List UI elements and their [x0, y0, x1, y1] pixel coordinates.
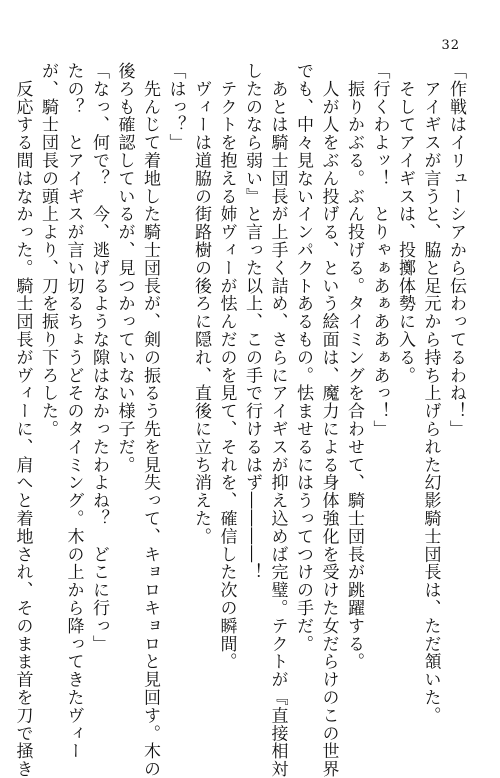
text-line: 先んじて着地した騎士団長が、剣の振るう先を見失って、キョロキョロと見回す。木の: [140, 62, 160, 778]
text-line: ヴィーは道脇の街路樹の後ろに隠れ、直後に立ち消えた。: [191, 62, 211, 546]
text-line: でも、中々見ないインパクトあるもの。怯ませるにはうってつけの手だ。: [293, 62, 313, 653]
text-line: したのなら弱い』と言った以上、この手で行けるはず――――！: [242, 62, 262, 582]
text-line: あとは騎士団長が上手く詰め、さらにアイギスが抑え込めば完璧。テクトが『直接相対: [267, 62, 288, 778]
text-line: 後ろも確認しているが、見つかっていない様子だ。: [114, 62, 135, 474]
text-line: 「作戦はイリューシアから伝わってるわね！」: [446, 62, 466, 438]
text-line: 「なっ、何で？ 今、逃げるような隙はなかったわよね？ どこに行っ」: [89, 62, 109, 653]
text-line: 「行くわよッ！ とりゃぁあぁああぁあっ！」: [369, 62, 390, 438]
text-line: 振りかぶる。ぶん投げる。タイミングを合わせて、騎士団長が跳躍する。: [344, 62, 364, 671]
text-line: たの？ とアイギスが言い切るちょうどそのタイミング。木の上から降ってきたヴィー: [63, 62, 84, 761]
text-line: そしてアイギスは、投擲体勢に入る。: [395, 62, 415, 385]
novel-text-block: [12, 62, 468, 778]
text-line: 人が人をぶん投げる、という絵面は、魔力による身体強化を受けた女だらけのこの世界: [318, 62, 339, 778]
text-line: 「はっ？」: [165, 62, 186, 152]
text-line: 反応する間はなかった。騎士団長がヴィーに、肩へと着地され、そのまま首を刀で掻き: [12, 62, 33, 778]
text-line: アイギスが言うと、脇と足元から持ち上げられた幻影騎士団長は、ただ頷いた。: [420, 62, 441, 725]
text-line: テクトを抱える姉ヴィーが怯んだのを見て、それを、確信した次の瞬間。: [216, 62, 237, 671]
page-number: 32: [441, 38, 460, 53]
text-line: が、騎士団長の頭上より、刀を振り下ろした。: [38, 62, 58, 438]
